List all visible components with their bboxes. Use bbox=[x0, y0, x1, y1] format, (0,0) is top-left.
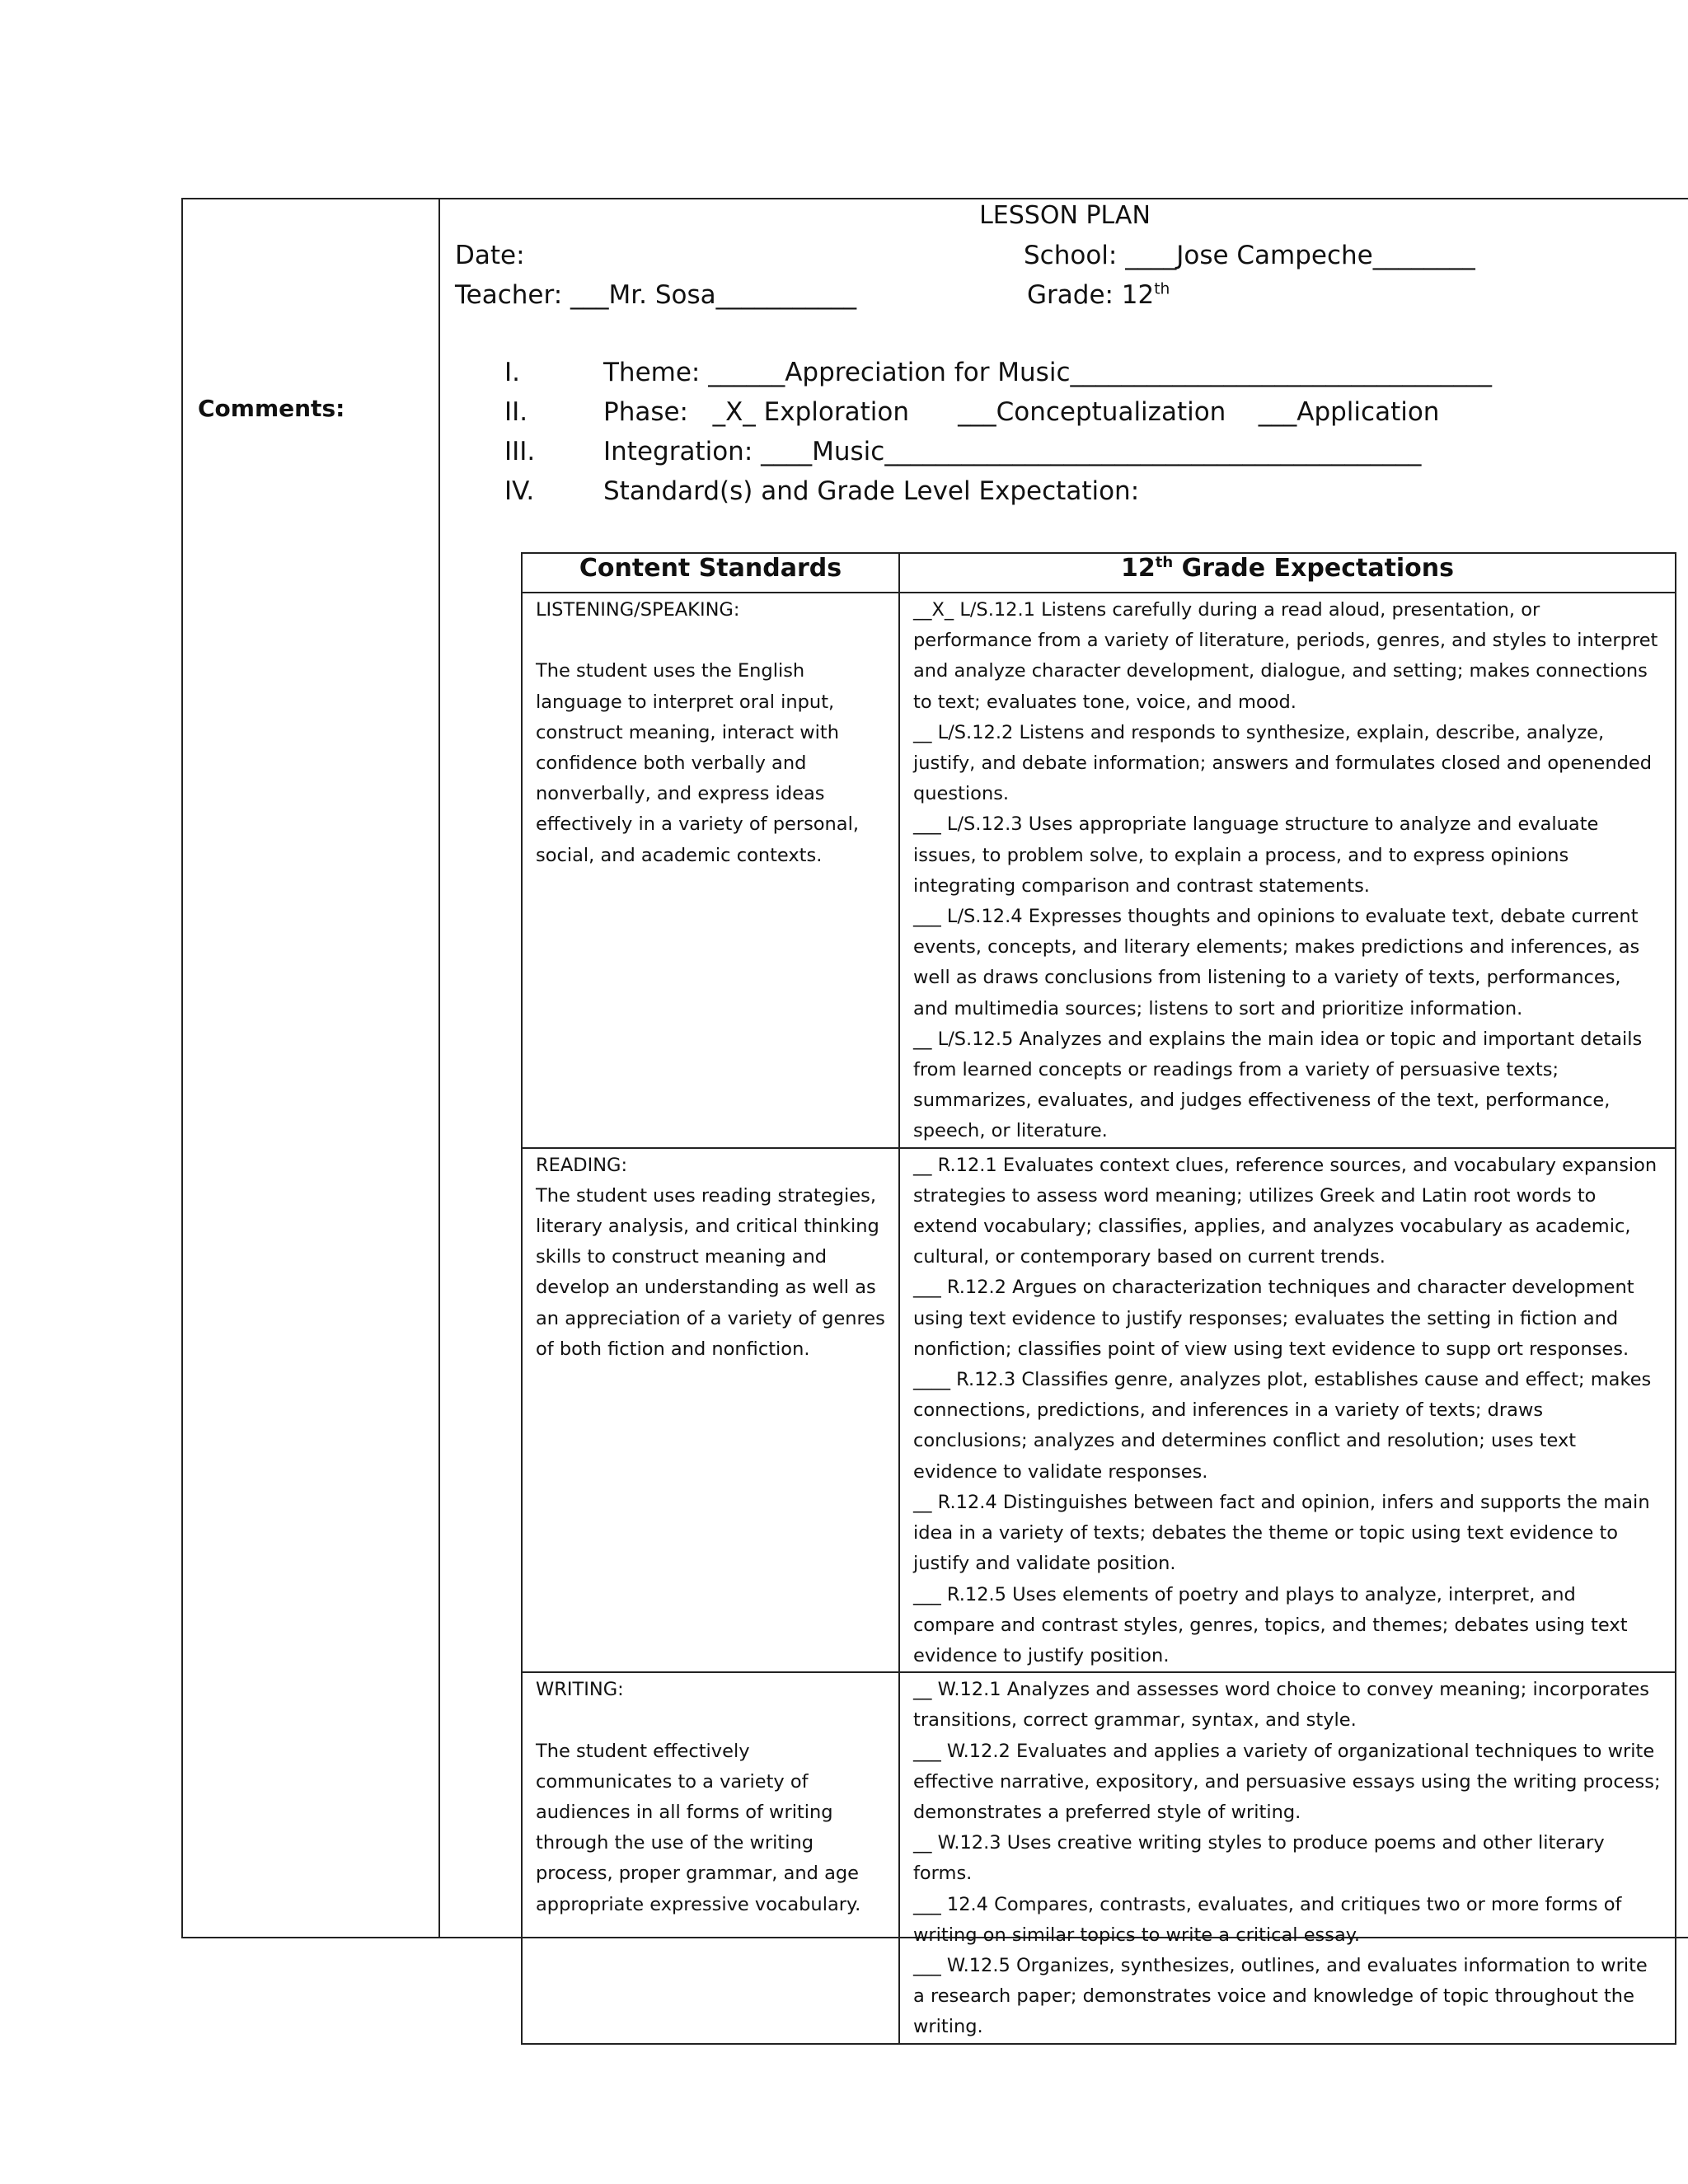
standard-cell bbox=[522, 1148, 899, 1672]
lesson-plan-frame bbox=[181, 198, 1688, 2038]
item-text: Phase: _X_ Exploration ___Conceptualization ___Application bbox=[603, 397, 1440, 427]
school-value: ____Jose Campeche________ bbox=[1125, 241, 1475, 270]
school-label: School: bbox=[1024, 241, 1126, 270]
expectation-item: ___ L/S.12.3 Uses appropriate language structure to analyze and evaluate issues, to problem solve, to explain a process, and to express opinions integrating comparison and contrast statements. bbox=[913, 813, 1599, 897]
standard-text: The student uses reading strategies, literary analysis, and critical thinking skills to construct meaning and develop an understanding as well as an appreciation of a variety of genres of both fiction and nonfiction. bbox=[536, 1184, 885, 1360]
school-field bbox=[1024, 241, 1475, 270]
page-title: LESSON PLAN bbox=[979, 201, 1151, 230]
expectation-item: __X_ L/S.12.1 Listens carefully during a read aloud, presentation, or performance from a variety of literature, periods, genres, and styles to interpret and analyze character development, dialogue, and setting; makes connections to text; evaluates tone, voice, and mood. bbox=[913, 599, 1658, 713]
standard-text: The student effectively communicates to a variety of audiences in all forms of writing through the use of the writing process, proper grammar, and age appropriate expressive vocabulary. bbox=[536, 1740, 861, 1915]
comments-label: Comments: bbox=[198, 395, 345, 422]
expectations-cell bbox=[899, 1672, 1676, 2043]
expectation-item: __ R.12.1 Evaluates context clues, reference sources, and vocabulary expansion strategies to assess word meaning; utilizes Greek and Latin root words to extend vocabulary; classifies, applies, and analyzes vocabulary as academic, cultural, or contemporary based on current trends. bbox=[913, 1154, 1658, 1268]
item-text: Standard(s) and Grade Level Expectation: bbox=[603, 476, 1140, 506]
grade-label: Grade: 12 bbox=[1027, 280, 1155, 310]
header-grade-sup: th bbox=[1155, 554, 1174, 571]
standard-cell bbox=[522, 593, 899, 1148]
date-label: Date: bbox=[455, 241, 525, 270]
teacher-field bbox=[455, 280, 856, 310]
standard-title: WRITING: bbox=[536, 1679, 624, 1701]
table-header-row bbox=[522, 553, 1676, 593]
standard-title: READING: bbox=[536, 1154, 628, 1176]
standard-cell bbox=[522, 1672, 899, 2043]
expectation-item: ____ R.12.3 Classifies genre, analyzes plot, establishes cause and effect; makes connections, predictions, and inferences in a variety of texts; draws conclusions; analyzes and determines conflict and resolution; uses text evidence to validate responses. bbox=[913, 1369, 1652, 1483]
expectation-item: __ L/S.12.5 Analyzes and explains the main idea or topic and important details from learned concepts or readings from a variety of persuasive texts; summarizes, evaluates, and judges effectiveness of the text, performance, speech, or literature. bbox=[913, 1028, 1643, 1142]
expectation-item: ___ W.12.5 Organizes, synthesizes, outlines, and evaluates information to write a research paper; demonstrates voice and knowledge of topic throughout the writing. bbox=[913, 1954, 1648, 2038]
content-standards-header: Content Standards bbox=[522, 553, 899, 593]
standard-title: LISTENING/SPEAKING: bbox=[536, 599, 740, 621]
expectation-item: ___ W.12.2 Evaluates and applies a variety of organizational techniques to write effective narrative, expository, and persuasive essays using the writing process; demonstrates a preferred style of writing. bbox=[913, 1740, 1661, 1823]
teacher-label: Teacher: bbox=[455, 280, 570, 310]
header-grade-suffix: Grade Expectations bbox=[1173, 554, 1455, 583]
table-row bbox=[522, 1672, 1676, 2043]
teacher-value: ___Mr. Sosa___________ bbox=[570, 280, 857, 310]
item-number: I. bbox=[504, 358, 520, 387]
expectations-cell bbox=[899, 1148, 1676, 1672]
item-number: IV. bbox=[504, 476, 535, 506]
grade-sup: th bbox=[1154, 280, 1170, 298]
item-text: Integration: ____Music__________________________________________ bbox=[603, 437, 1422, 466]
standards-table bbox=[521, 552, 1676, 2045]
item-text: Theme: ______Appreciation for Music_________________________________ bbox=[603, 358, 1492, 387]
expectations-cell bbox=[899, 593, 1676, 1148]
standard-text: The student uses the English language to interpret oral input, construct meaning, interact with confidence both verbally and nonverbally, and express ideas effectively in a variety of personal, social, and academic contexts. bbox=[536, 660, 860, 866]
table-row bbox=[522, 593, 1676, 1148]
grade-expectations-header bbox=[899, 553, 1676, 593]
expectation-item: __ W.12.1 Analyzes and assesses word choice to convey meaning; incorporates transitions, correct grammar, syntax, and style. bbox=[913, 1679, 1649, 1732]
table-row bbox=[522, 1148, 1676, 1672]
column-divider bbox=[438, 199, 440, 1937]
header-grade-number: 12 bbox=[1120, 554, 1156, 583]
item-number: II. bbox=[504, 397, 528, 427]
expectation-item: ___ 12.4 Compares, contrasts, evaluates, and critiques two or more forms of writing on similar topics to write a critical essay. bbox=[913, 1893, 1622, 1946]
item-number: III. bbox=[504, 437, 536, 466]
grade-field bbox=[1027, 280, 1170, 310]
expectation-item: __ L/S.12.2 Listens and responds to synthesize, explain, describe, analyze, justify, and debate information; answers and formulates closed and openended questions. bbox=[913, 721, 1652, 805]
expectation-item: ___ R.12.2 Argues on characterization techniques and character development using text evidence to justify responses; evaluates the setting in fiction and nonfiction; classifies point of view using text evidence to supp ort responses. bbox=[913, 1277, 1634, 1360]
expectation-item: __ W.12.3 Uses creative writing styles to produce poems and other literary forms. bbox=[913, 1832, 1605, 1885]
expectation-item: ___ L/S.12.4 Expresses thoughts and opinions to evaluate text, debate current events, concepts, and literary elements; makes predictions and inferences, as well as draws conclusions from listening to a variety of texts, performances, and multimedia sources; listens to sort and prioritize information. bbox=[913, 906, 1640, 1019]
expectation-item: ___ R.12.5 Uses elements of poetry and plays to analyze, interpret, and compare and contrast styles, genres, topics, and themes; debates using text evidence to justify position. bbox=[913, 1583, 1628, 1666]
expectation-item: __ R.12.4 Distinguishes between fact and opinion, infers and supports the main idea in a variety of texts; debates the theme or topic using text evidence to justify and validate position. bbox=[913, 1491, 1650, 1575]
